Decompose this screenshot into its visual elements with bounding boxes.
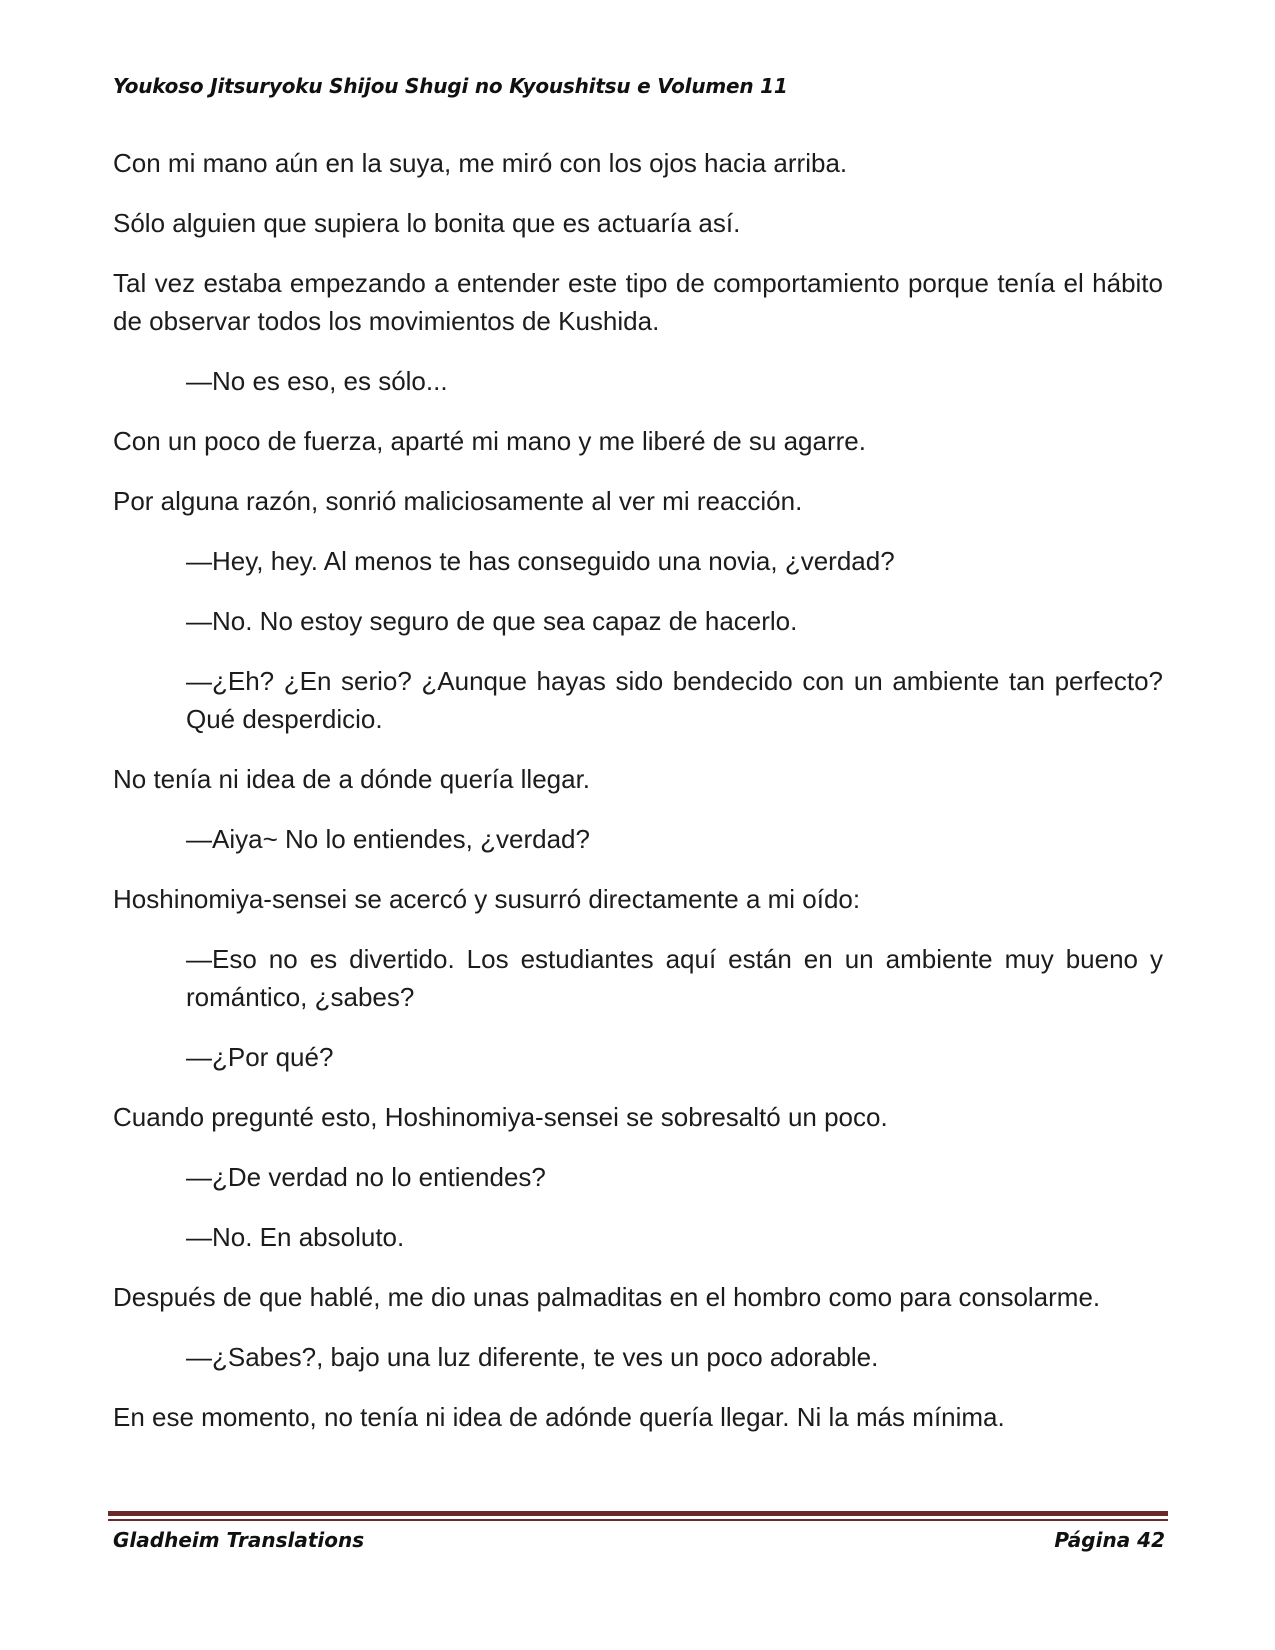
footer-divider-thin <box>108 1519 1168 1521</box>
paragraph: En ese momento, no tenía ni idea de adónde quería llegar. Ni la más mínima. <box>113 1402 1005 1432</box>
page-header-title: Youkoso Jitsuryoku Shijou Shugi no Kyoushitsu e Volumen 11 <box>113 74 788 98</box>
paragraph: Con mi mano aún en la suya, me miró con los ojos hacia arriba. <box>113 148 848 178</box>
paragraph: Hoshinomiya-sensei se acercó y susurró directamente a mi oído: <box>113 884 861 914</box>
dialogue-line: —Eso no es divertido. Los estudiantes aquí están en un ambiente muy bueno y romántico, ¿sabes? <box>186 944 1163 1012</box>
dialogue-line: —No. No estoy seguro de que sea capaz de hacerlo. <box>186 606 798 636</box>
dialogue-line: —No es eso, es sólo... <box>186 366 448 396</box>
paragraph: Tal vez estaba empezando a entender este tipo de comportamiento porque tenía el hábito de observar todos los movimientos de Kushida. <box>113 268 1163 336</box>
body-text <box>113 144 1163 1458</box>
paragraph: Después de que hablé, me dio unas palmaditas en el hombro como para consolarme. <box>113 1282 1101 1312</box>
dialogue-line: —¿De verdad no lo entiendes? <box>186 1162 546 1192</box>
paragraph: No tenía ni idea de a dónde quería llegar. <box>113 764 591 794</box>
dialogue-line: —No. En absoluto. <box>186 1222 405 1252</box>
dialogue-line: —¿Eh? ¿En serio? ¿Aunque hayas sido bendecido con un ambiente tan perfecto? Qué desperdicio. <box>186 666 1163 734</box>
paragraph: Sólo alguien que supiera lo bonita que es actuaría así. <box>113 208 741 238</box>
paragraph: Con un poco de fuerza, aparté mi mano y me liberé de su agarre. <box>113 426 866 456</box>
paragraph: Por alguna razón, sonrió maliciosamente al ver mi reacción. <box>113 486 803 516</box>
dialogue-line: —¿Sabes?, bajo una luz diferente, te ves un poco adorable. <box>186 1342 879 1372</box>
dialogue-line: —Hey, hey. Al menos te has conseguido una novia, ¿verdad? <box>186 546 895 576</box>
dialogue-line: —Aiya~ No lo entiendes, ¿verdad? <box>186 824 590 854</box>
footer-divider-thick <box>108 1511 1168 1516</box>
paragraph: Cuando pregunté esto, Hoshinomiya-sensei se sobresaltó un poco. <box>113 1102 888 1132</box>
footer-credit: Gladheim Translations <box>113 1528 365 1552</box>
page-number: Página 42 <box>1054 1528 1165 1552</box>
dialogue-line: —¿Por qué? <box>186 1042 334 1072</box>
